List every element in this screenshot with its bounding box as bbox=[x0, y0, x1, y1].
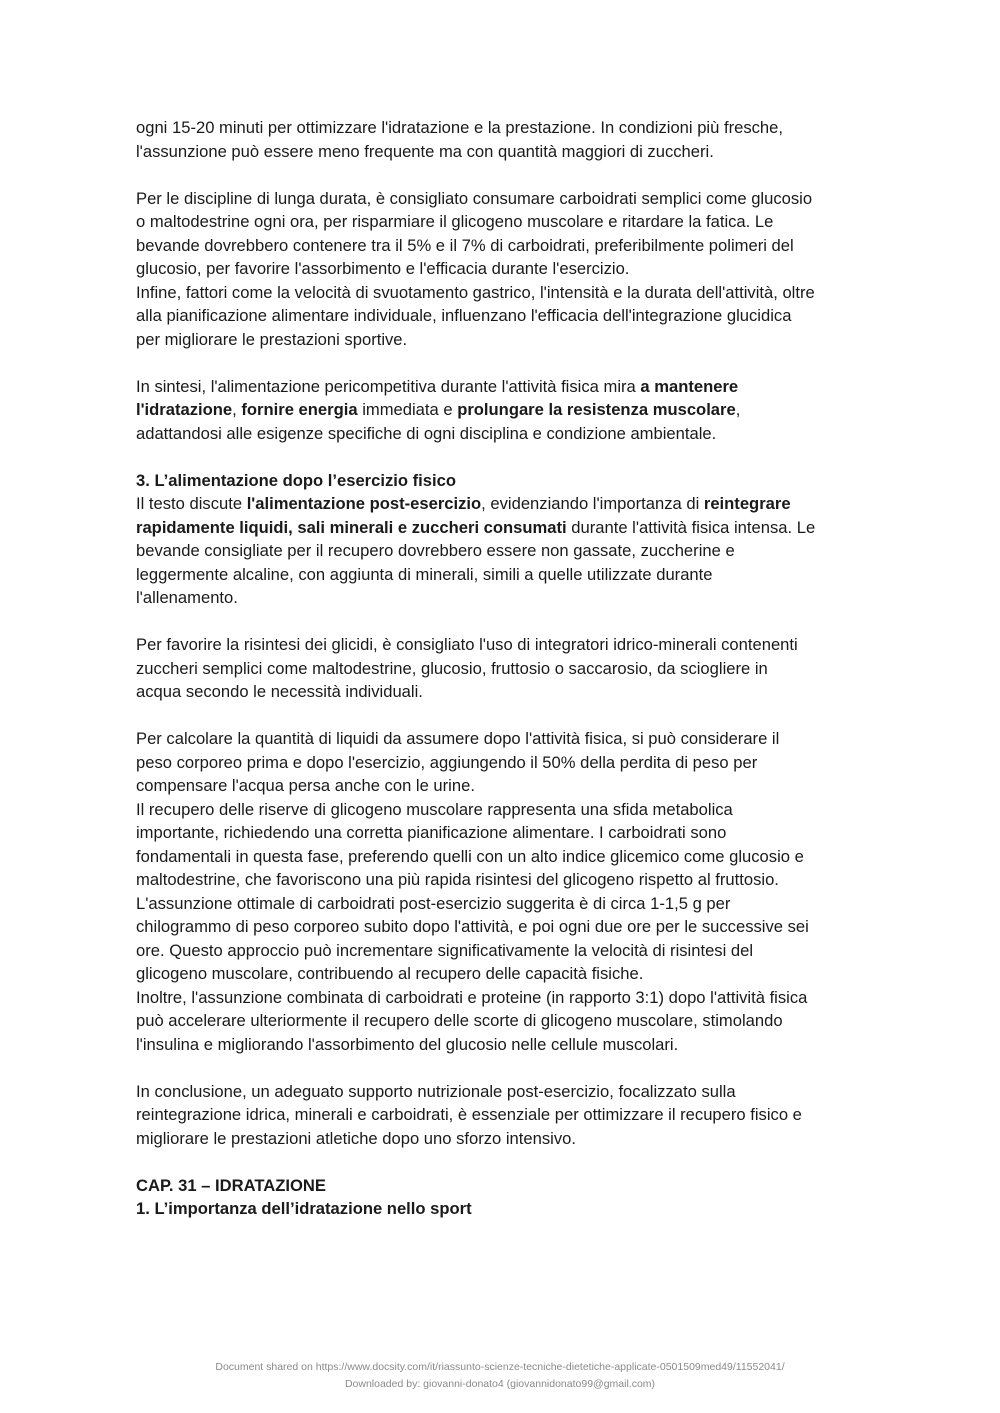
text-span: immediata e bbox=[357, 400, 458, 419]
text-line: maltodestrine, che favoriscono una più rapida risintesi del glicogeno rispetto al fruttosio. bbox=[136, 870, 779, 889]
bold-text: a mantenere bbox=[640, 376, 739, 396]
bold-text: l'alimentazione post-esercizio bbox=[246, 494, 482, 513]
text-line bbox=[136, 492, 866, 516]
text-line: fondamentali in questa fase, preferendo quelli con un alto indice glicemico come glucosio e bbox=[136, 846, 804, 866]
text-line: migliorare le prestazioni atletiche dopo uno sforzo intensivo. bbox=[136, 1128, 576, 1148]
footer-downloaded-by: Downloaded by: giovanni-donato4 (giovannidonato99@gmail.com) bbox=[344, 1378, 656, 1390]
text-line: bevande consigliate per il recupero dovrebbero essere non gassate, zuccherine e bbox=[136, 541, 735, 560]
bold-text: rapidamente liquidi, sali minerali e zuccheri consumati bbox=[136, 517, 567, 537]
text-line: Per le discipline di lunga durata, è consigliato consumare carboidrati semplici come glucosio bbox=[136, 188, 813, 208]
text-line: reintegrazione idrica, minerali e carboidrati, è essenziale per ottimizzare il recupero fisico e bbox=[136, 1105, 802, 1124]
bold-text: l'idratazione bbox=[136, 400, 233, 419]
section-post-exercise bbox=[136, 469, 866, 610]
text-line: Infine, fattori come la velocità di svuotamento gastrico, l'intensità e la durata dell'attività, oltre bbox=[136, 282, 815, 302]
text-line: leggermente alcaline, con aggiunta di minerali, simili a quelle utilizzate durante bbox=[136, 564, 713, 584]
text-line: Per calcolare la quantità di liquidi da assumere dopo l'attività fisica, si può considerare il bbox=[136, 729, 780, 748]
text-span: durante l'attività fisica intensa. Le bbox=[566, 517, 816, 537]
text-line: glicogeno muscolare, contribuendo al recupero delle capacità fisiche. bbox=[136, 964, 644, 983]
text-line: l'allenamento. bbox=[136, 588, 238, 607]
paragraph-fluid-calculation bbox=[136, 727, 866, 1056]
chapter-header bbox=[136, 1174, 866, 1221]
paragraph-summary bbox=[136, 375, 866, 446]
bold-text: reintegrare bbox=[703, 494, 791, 513]
text-line: peso corporeo prima e dopo l'esercizio, aggiungendo il 50% della perdita di peso per bbox=[136, 752, 758, 772]
text-line: compensare l'acqua persa anche con le urine. bbox=[136, 776, 475, 795]
paragraph-long-duration bbox=[136, 187, 866, 352]
text-line: o maltodestrine ogni ora, per risparmiare il glicogeno muscolare e ritardare la fatica. Le bbox=[136, 212, 774, 231]
text-line: l'insulina e migliorando l'assorbimento del glucosio nelle cellule muscolari. bbox=[136, 1034, 679, 1054]
text-line: l'assunzione può essere meno frequente ma con quantità maggiori di zuccheri. bbox=[136, 141, 714, 161]
text-line: alla pianificazione alimentare individuale, influenzano l'efficacia dell'integrazione glucidica bbox=[136, 306, 792, 325]
text-line bbox=[136, 516, 866, 540]
text-line: ogni 15-20 minuti per ottimizzare l'idratazione e la prestazione. In condizioni più fresche, bbox=[136, 118, 783, 137]
text-span: , evidenziando l'importanza di bbox=[481, 494, 704, 513]
footer-shared-link: Document shared on https://www.docsity.com/it/riassunto-scienze-tecniche-dietetiche-applicate-0501509med49/11552041/ bbox=[215, 1361, 785, 1373]
heading-text: 3. L’alimentazione dopo l’esercizio fisico bbox=[136, 470, 456, 490]
text-line: per migliorare le prestazioni sportive. bbox=[136, 329, 408, 349]
chapter-title bbox=[136, 1174, 866, 1198]
text-line: Per favorire la risintesi dei glicidi, è consigliato l'uso di integratori idrico-minerali contenenti bbox=[136, 635, 798, 654]
paragraph-hydration-timing bbox=[136, 116, 866, 163]
heading-text: 1. L’importanza dell’idratazione nello sport bbox=[136, 1199, 472, 1218]
text-span: , bbox=[735, 400, 741, 419]
text-line: importante, richiedendo una corretta pianificazione alimentare. I carboidrati sono bbox=[136, 823, 727, 842]
bold-text: fornire energia bbox=[241, 400, 358, 419]
section-heading bbox=[136, 469, 866, 493]
text-span: Il testo discute bbox=[136, 494, 247, 513]
text-line: Il recupero delle riserve di glicogeno muscolare rappresenta una sfida metabolica bbox=[136, 799, 733, 819]
text-line: adattandosi alle esigenze specifiche di ogni disciplina e condizione ambientale. bbox=[136, 423, 717, 443]
text-line: può accelerare ulteriormente il recupero delle scorte di glicogeno muscolare, stimolando bbox=[136, 1011, 783, 1030]
text-line: In conclusione, un adeguato supporto nutrizionale post-esercizio, focalizzato sulla bbox=[136, 1081, 736, 1101]
text-line bbox=[136, 398, 866, 422]
text-line: acqua secondo le necessità individuali. bbox=[136, 682, 423, 701]
paragraph-glycid-resynthesis bbox=[136, 633, 866, 704]
text-line bbox=[136, 375, 866, 399]
text-line: chilogrammo di peso corporeo subito dopo l'attività, e poi ogni due ore per le successive sei bbox=[136, 917, 809, 936]
chapter-subtitle bbox=[136, 1197, 866, 1221]
text-line: ore. Questo approccio può incrementare significativamente la velocità di risintesi del bbox=[136, 940, 754, 960]
text-line: bevande dovrebbero contenere tra il 5% e il 7% di carboidrati, preferibilmente polimeri del bbox=[136, 235, 794, 255]
text-line: Inoltre, l'assunzione combinata di carboidrati e proteine (in rapporto 3:1) dopo l'attività fisica bbox=[136, 987, 808, 1007]
bold-text: prolungare la resistenza muscolare bbox=[457, 400, 736, 419]
document-body bbox=[136, 116, 866, 1221]
heading-text: CAP. 31 – IDRATAZIONE bbox=[136, 1175, 326, 1195]
paragraph-conclusion bbox=[136, 1080, 866, 1151]
text-line: glucosio, per favorire l'assorbimento e l'efficacia durante l'esercizio. bbox=[136, 259, 630, 278]
text-line: zuccheri semplici come maltodestrine, glucosio, fruttosio o saccarosio, da sciogliere in bbox=[136, 658, 768, 678]
text-line: L'assunzione ottimale di carboidrati post-esercizio suggerita è di circa 1-1,5 g per bbox=[136, 893, 731, 913]
text-span: , bbox=[232, 400, 242, 419]
text-span: In sintesi, l'alimentazione pericompetitiva durante l'attività fisica mira bbox=[136, 376, 641, 396]
